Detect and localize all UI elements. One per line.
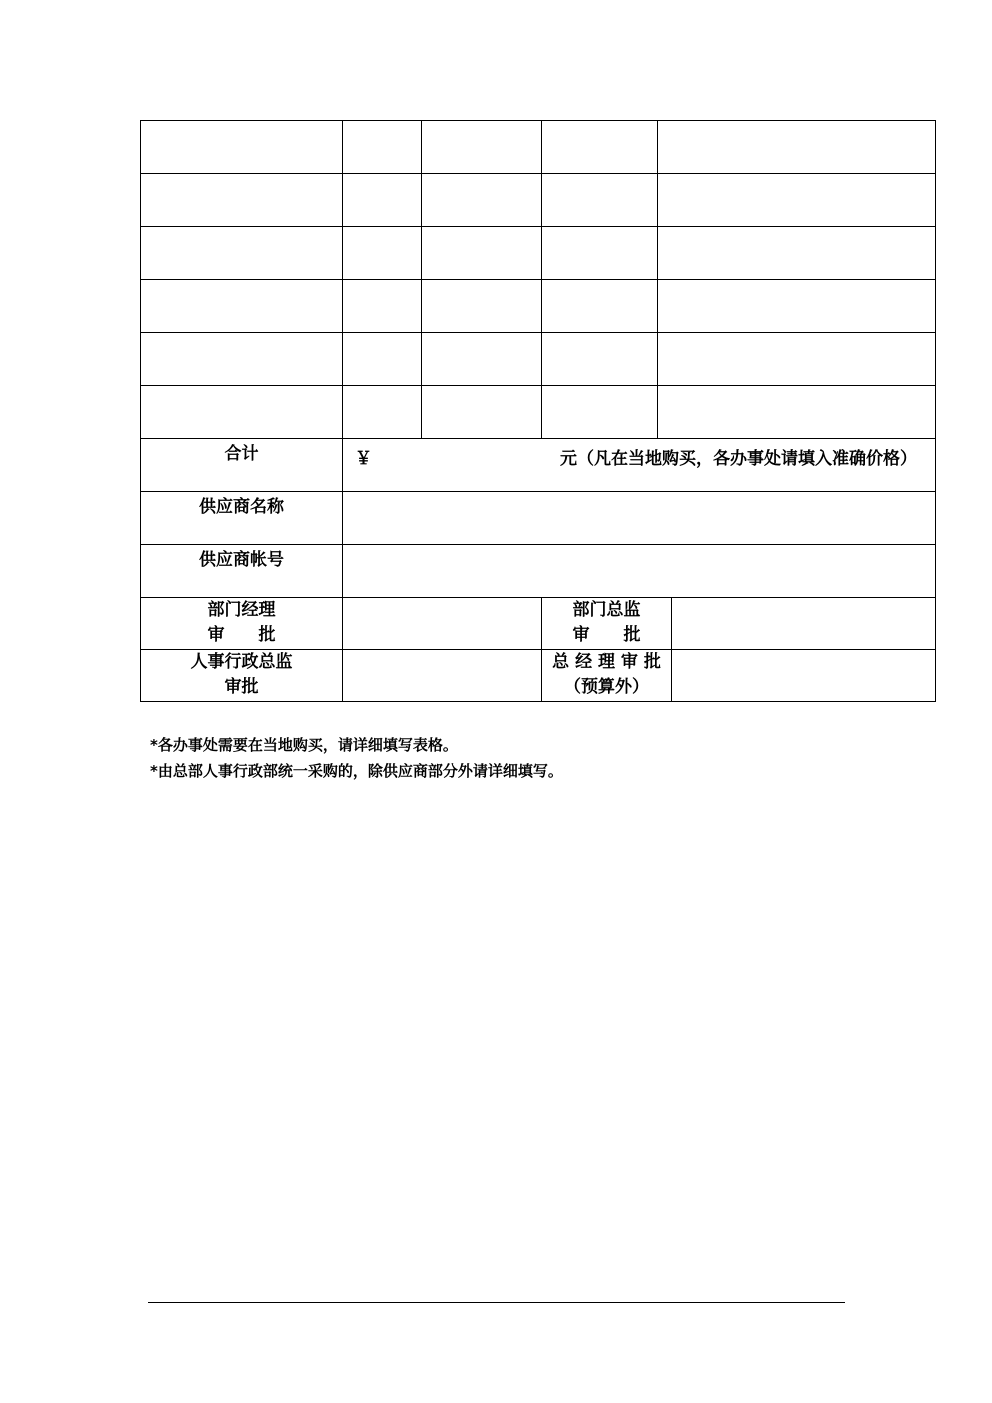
- item-amount-cell[interactable]: [542, 121, 658, 174]
- total-note: 元（凡在当地购买，各办事处请填入准确价格）: [560, 449, 917, 469]
- item-remark-cell[interactable]: [658, 227, 936, 280]
- item-name-cell[interactable]: [141, 174, 343, 227]
- item-row: [141, 227, 936, 280]
- hr-director-approval-field[interactable]: [343, 650, 542, 702]
- item-remark-cell[interactable]: [658, 174, 936, 227]
- supplier-name-row: [141, 492, 936, 545]
- item-remark-cell[interactable]: [658, 386, 936, 439]
- total-row: [141, 439, 936, 492]
- gm-label-line1: 总 经 理 审 批: [552, 652, 661, 672]
- item-name-cell[interactable]: [141, 280, 343, 333]
- item-name-cell[interactable]: [141, 386, 343, 439]
- currency-symbol: ￥: [355, 449, 372, 469]
- item-name-cell[interactable]: [141, 333, 343, 386]
- dept-director-label-line1: 部门总监: [572, 600, 641, 620]
- total-label: 合计: [141, 439, 343, 492]
- item-price-cell[interactable]: [422, 280, 542, 333]
- item-amount-cell[interactable]: [542, 386, 658, 439]
- total-amount-cell[interactable]: [343, 439, 936, 492]
- note-line-2: *由总部人事行政部统一采购的，除供应商部分外请详细填写。: [150, 762, 563, 780]
- supplier-account-row: [141, 545, 936, 598]
- approval-row-1: [141, 598, 936, 650]
- item-amount-cell[interactable]: [542, 280, 658, 333]
- hr-director-label-line1: 人事行政总监: [190, 652, 293, 672]
- note-line-1: *各办事处需要在当地购买，请详细填写表格。: [150, 736, 458, 754]
- purchase-request-table: [140, 120, 936, 702]
- item-amount-cell[interactable]: [542, 174, 658, 227]
- item-price-cell[interactable]: [422, 174, 542, 227]
- dept-manager-label: [141, 598, 343, 650]
- item-row: [141, 386, 936, 439]
- item-qty-cell[interactable]: [343, 121, 422, 174]
- dept-manager-label-line2: 审 批: [207, 625, 276, 645]
- item-name-cell[interactable]: [141, 227, 343, 280]
- item-name-cell[interactable]: [141, 121, 343, 174]
- dept-director-approval-field[interactable]: [672, 598, 936, 650]
- item-price-cell[interactable]: [422, 227, 542, 280]
- item-remark-cell[interactable]: [658, 280, 936, 333]
- item-price-cell[interactable]: [422, 333, 542, 386]
- item-row: [141, 333, 936, 386]
- item-price-cell[interactable]: [422, 121, 542, 174]
- item-amount-cell[interactable]: [542, 333, 658, 386]
- supplier-account-label: 供应商帐号: [141, 545, 343, 598]
- form-notes: [150, 732, 563, 784]
- item-row: [141, 121, 936, 174]
- item-amount-cell[interactable]: [542, 227, 658, 280]
- item-qty-cell[interactable]: [343, 333, 422, 386]
- item-qty-cell[interactable]: [343, 280, 422, 333]
- dept-director-label: [542, 598, 672, 650]
- gm-label: [542, 650, 672, 702]
- supplier-account-field[interactable]: [343, 545, 936, 598]
- item-remark-cell[interactable]: [658, 333, 936, 386]
- item-remark-cell[interactable]: [658, 121, 936, 174]
- gm-approval-field[interactable]: [672, 650, 936, 702]
- item-price-cell[interactable]: [422, 386, 542, 439]
- item-qty-cell[interactable]: [343, 386, 422, 439]
- hr-director-label: [141, 650, 343, 702]
- supplier-name-field[interactable]: [343, 492, 936, 545]
- dept-manager-label-line1: 部门经理: [207, 600, 276, 620]
- dept-director-label-line2: 审 批: [572, 625, 641, 645]
- hr-director-label-line2: 审批: [224, 677, 259, 697]
- approval-row-2: [141, 650, 936, 702]
- item-qty-cell[interactable]: [343, 174, 422, 227]
- item-row: [141, 280, 936, 333]
- gm-label-line2: （预算外）: [564, 677, 649, 697]
- footer-divider: [148, 1302, 845, 1303]
- item-row: [141, 174, 936, 227]
- item-qty-cell[interactable]: [343, 227, 422, 280]
- supplier-name-label: 供应商名称: [141, 492, 343, 545]
- dept-manager-approval-field[interactable]: [343, 598, 542, 650]
